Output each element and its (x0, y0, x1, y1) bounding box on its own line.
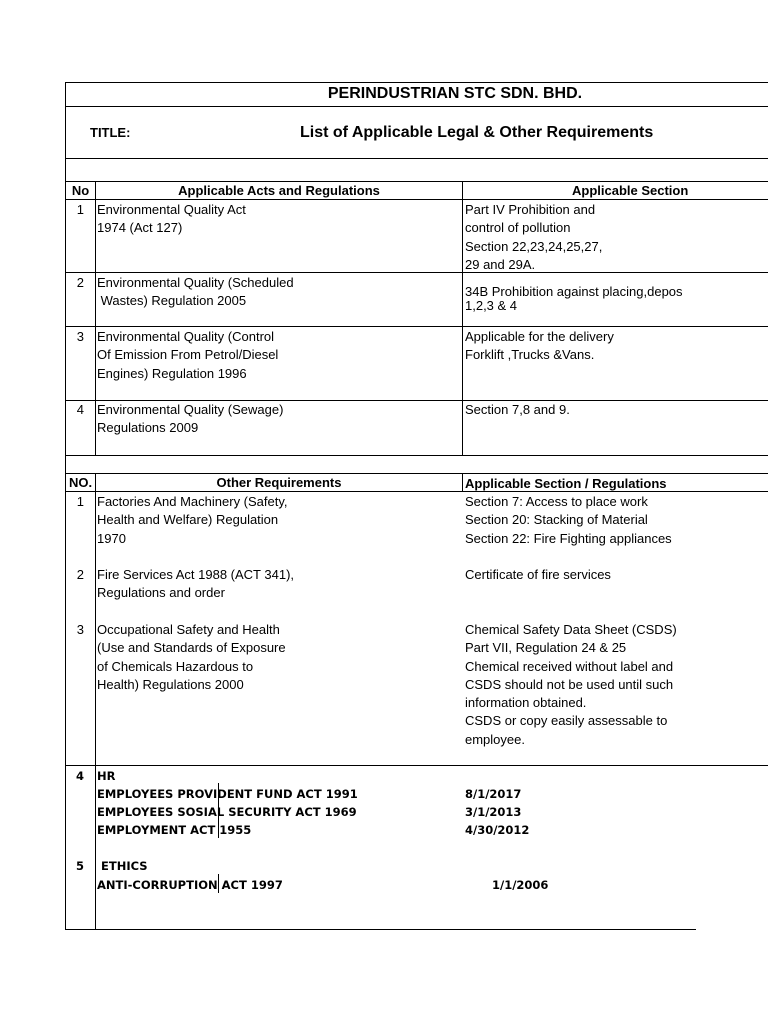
hr-act-name: EMPLOYEES PROVIDENT FUND ACT 1991 (97, 787, 358, 801)
col-header-section-regulations: Applicable Section / Regulations (465, 476, 667, 491)
hr-act-name: EMPLOYEES SOSIAL SECURITY ACT 1969 (97, 805, 357, 819)
row-number: 3 (76, 329, 84, 344)
applicable-section: Section 7: Access to place work Section 20: Stacking of Material Section 22: Fire Fighting appliances (465, 494, 672, 546)
col-header-no: No (71, 183, 90, 198)
requirement-name: Fire Services Act 1988 (ACT 341), Regulations and order (97, 567, 295, 601)
row-number: 1 (76, 494, 84, 509)
grid-line (65, 82, 768, 83)
title-label: TITLE: (90, 125, 131, 140)
applicable-section: Certificate of fire services (465, 567, 611, 582)
applicable-section: Applicable for the delivery Forklift ,Trucks &Vans. (465, 329, 614, 363)
applicable-section: Chemical Safety Data Sheet (CSDS) Part VII, Regulation 24 & 25 Chemical received without label and CSDS should not be used until such information obtained. CSDS or copy easily assessable to employee. (465, 622, 677, 747)
applicable-section: Part IV Prohibition and control of pollution Section 22,23,24,25,27, 29 and 29A. (465, 202, 603, 272)
row-number: 5 (75, 859, 84, 873)
act-name: Environmental Quality Act 1974 (Act 127) (97, 202, 246, 236)
grid-line (65, 326, 768, 327)
applicable-section: 34B Prohibition against placing,depos 1,2,3 & 4 (465, 285, 683, 313)
hr-act-date: 3/1/2013 (465, 805, 522, 819)
col-header-section: Applicable Section (572, 183, 689, 198)
row-number: 4 (76, 402, 84, 417)
grid-line (65, 106, 768, 107)
ethics-heading: ETHICS (97, 859, 148, 873)
requirement-name: Occupational Safety and Health (Use and Standards of Exposure of Chemicals Hazardous to Health) Regulations 2000 (97, 622, 286, 692)
grid-line (65, 929, 696, 930)
act-name: Environmental Quality (Sewage) Regulations 2009 (97, 402, 284, 436)
grid-line (95, 181, 96, 456)
grid-line (95, 473, 96, 930)
grid-line (65, 765, 768, 766)
hr-act-date: 4/30/2012 (465, 823, 530, 837)
grid-line (65, 455, 768, 456)
company-name: PERINDUSTRIAN STC SDN. BHD. (327, 85, 583, 102)
act-name: Environmental Quality (Scheduled Wastes) Regulation 2005 (97, 275, 294, 309)
hr-act-date: 8/1/2017 (465, 787, 522, 801)
hr-act-name: EMPLOYMENT ACT 1955 (97, 823, 252, 837)
grid-line (65, 272, 768, 273)
row-number: 2 (76, 275, 84, 290)
grid-line (462, 181, 463, 456)
grid-line (65, 158, 768, 159)
act-name: Environmental Quality (Control Of Emission From Petrol/Diesel Engines) Regulation 1996 (97, 329, 279, 381)
row-number: 4 (75, 769, 84, 783)
applicable-section: Section 7,8 and 9. (465, 402, 570, 417)
ethics-act-date: 1/1/2006 (492, 878, 549, 892)
document-title: List of Applicable Legal & Other Requirements (300, 124, 654, 141)
row-number: 2 (76, 567, 84, 582)
grid-line (462, 473, 463, 491)
col-header-no: NO. (68, 475, 93, 490)
requirement-name: Factories And Machinery (Safety, Health and Welfare) Regulation 1970 (97, 494, 288, 546)
col-header-acts: Applicable Acts and Regulations (178, 183, 380, 198)
hr-heading: HR (97, 769, 116, 783)
row-number: 3 (76, 622, 84, 637)
row-number: 1 (76, 202, 84, 217)
col-header-other-requirements: Other Requirements (216, 475, 342, 490)
ethics-act-name: ANTI-CORRUPTION ACT 1997 (97, 878, 283, 892)
